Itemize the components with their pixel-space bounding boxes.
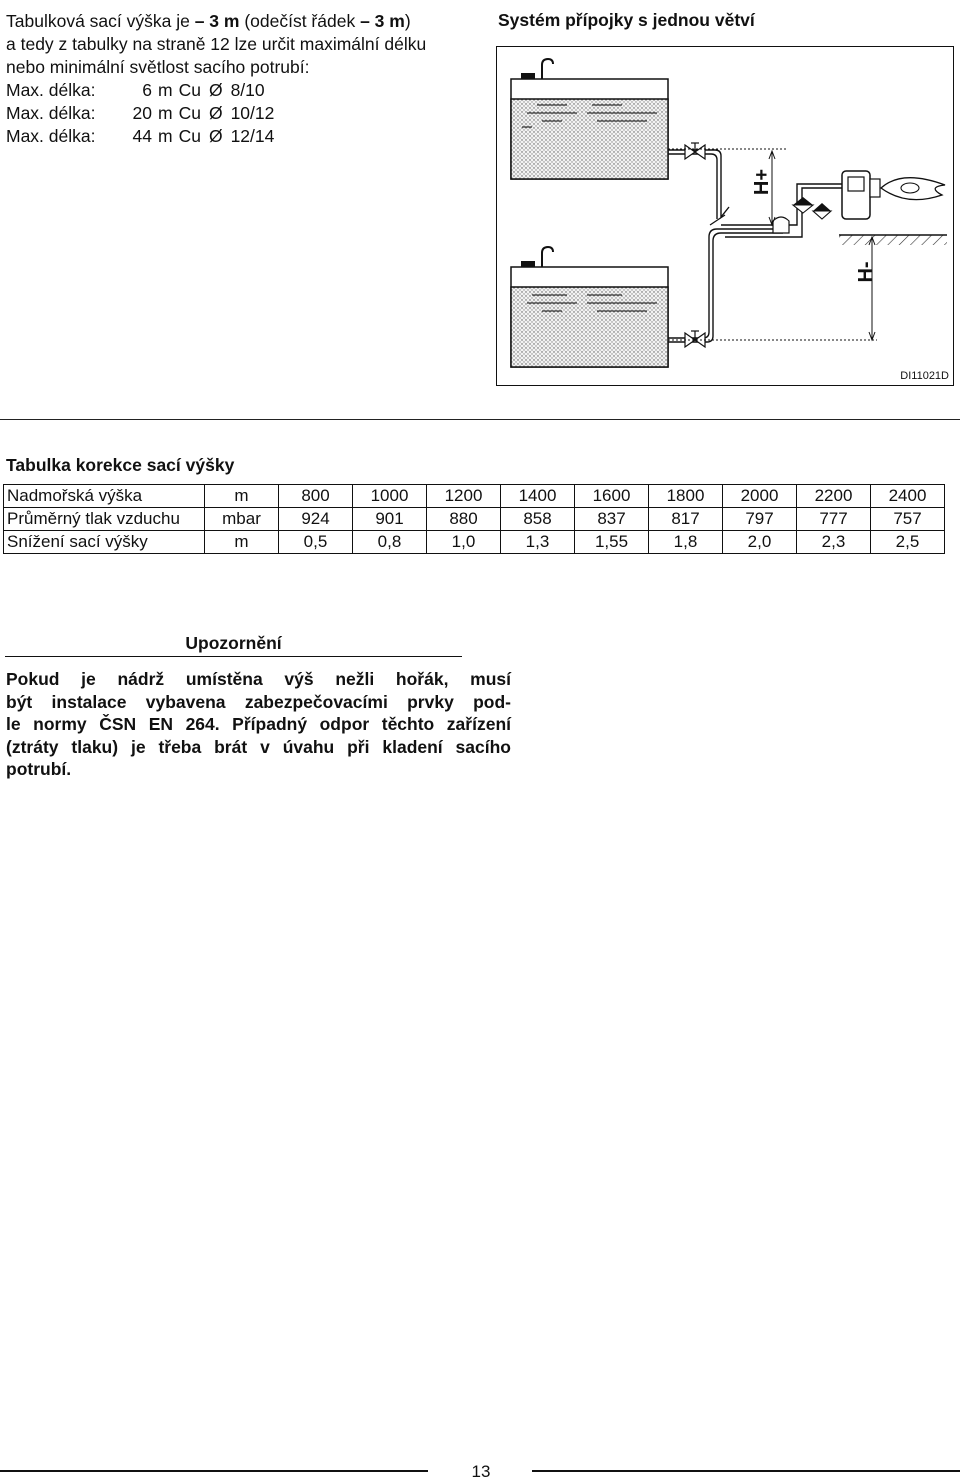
label-h-minus: H-	[855, 261, 877, 283]
intro-text-part: Tabulková sací výška je	[6, 11, 195, 31]
warning-title: Upozornění	[185, 633, 282, 653]
warning-title-rule	[5, 656, 462, 657]
max-length-unit: m	[158, 126, 173, 146]
page-number: 13	[471, 1462, 491, 1481]
max-length-label: Max. délka:	[6, 126, 96, 146]
warning-line: Pokud je nádrž umístěna výš nežli hořák, musí	[6, 669, 511, 689]
table-cell: 1,8	[649, 531, 723, 554]
max-length-unit: m	[158, 80, 173, 100]
warning-line: být instalace vybavena zabezpečovacími prvky pod-	[6, 691, 511, 712]
diagram-title: Systém přípojky s jednou větví	[498, 10, 755, 30]
upper-tank	[511, 59, 668, 179]
table-cell: 1000	[353, 485, 427, 508]
table-row	[4, 508, 945, 531]
table-cell: 1,55	[575, 531, 649, 554]
table-cell: 924	[279, 508, 353, 531]
row-label: Průměrný tlak vzduchu	[4, 508, 205, 531]
warning-line: le normy ČSN EN 264. Případný odpor těchto zařízení	[6, 714, 511, 734]
diagram-code: DI11021D	[900, 370, 949, 382]
valve-icon	[685, 331, 705, 347]
table-cell: 1,0	[427, 531, 501, 554]
table-cell: 800	[279, 485, 353, 508]
pipe-material: Cu	[178, 126, 201, 146]
lower-tank	[511, 247, 668, 367]
table-row	[4, 531, 945, 554]
table-cell: 777	[797, 508, 871, 531]
intro-text-part: (odečíst řádek	[239, 11, 361, 31]
row-unit: m	[205, 485, 279, 508]
diameter-symbol: Ø	[208, 126, 223, 146]
pipe-material: Cu	[178, 80, 201, 100]
label-h-plus: H+	[751, 168, 773, 196]
correction-table	[3, 484, 945, 554]
pipe-size: 12/14	[230, 126, 275, 146]
table-cell: 858	[501, 508, 575, 531]
warning-line: (ztráty tlaku) je třeba brát v úvahu při kladení sacího	[6, 736, 511, 757]
max-length-label: Max. délka:	[6, 103, 96, 123]
intro-line-3: nebo minimální světlost sacího potrubí:	[6, 57, 310, 77]
table-cell: 2,0	[723, 531, 797, 554]
table-cell: 1600	[575, 485, 649, 508]
max-length-value: 6	[142, 80, 152, 100]
pipe-size: 8/10	[230, 80, 265, 100]
max-length-value: 44	[132, 126, 152, 146]
intro-bold-value: – 3 m	[194, 11, 240, 31]
table-cell: 2200	[797, 485, 871, 508]
table-cell: 0,8	[353, 531, 427, 554]
max-length-value: 20	[132, 103, 152, 123]
intro-text	[6, 10, 486, 148]
row-label: Snížení sací výšky	[4, 531, 205, 554]
row-label: Nadmořská výška	[4, 485, 205, 508]
valve-icon	[685, 143, 705, 159]
warning-line: potrubí.	[6, 759, 72, 779]
intro-bold-value: – 3 m	[360, 11, 405, 31]
table-cell: 0,5	[279, 531, 353, 554]
table-cell: 1,3	[501, 531, 575, 554]
row-unit: mbar	[205, 508, 279, 531]
footer-rule-right	[532, 1470, 960, 1472]
max-length-row	[6, 102, 486, 125]
table-cell: 2400	[871, 485, 945, 508]
table-cell: 880	[427, 508, 501, 531]
table-row	[4, 485, 945, 508]
section-divider	[0, 419, 960, 420]
table-cell: 2,3	[797, 531, 871, 554]
table-title: Tabulka korekce sací výšky	[6, 455, 235, 475]
diameter-symbol: Ø	[208, 103, 223, 123]
warning-text	[6, 668, 511, 781]
row-unit: m	[205, 531, 279, 554]
max-length-row	[6, 79, 486, 102]
table-cell: 797	[723, 508, 797, 531]
max-length-label: Max. délka:	[6, 80, 96, 100]
table-cell: 817	[649, 508, 723, 531]
intro-text-part: )	[404, 11, 411, 31]
intro-line-1	[6, 10, 486, 33]
diameter-symbol: Ø	[208, 80, 223, 100]
table-cell: 1400	[501, 485, 575, 508]
table-cell: 2,5	[871, 531, 945, 554]
max-length-unit: m	[158, 103, 173, 123]
pipe-size: 10/12	[230, 103, 275, 123]
table-cell: 837	[575, 508, 649, 531]
table-cell: 1200	[427, 485, 501, 508]
table-cell: 901	[353, 508, 427, 531]
max-length-row	[6, 125, 486, 148]
diagram-drawing	[497, 47, 953, 385]
footer-rule-left	[0, 1470, 428, 1472]
table-cell: 2000	[723, 485, 797, 508]
floor-hatch	[839, 235, 947, 245]
connection-diagram	[496, 46, 954, 386]
intro-line-2: a tedy z tabulky na straně 12 lze určit maximální délku	[6, 34, 427, 54]
pipe-material: Cu	[178, 103, 201, 123]
table-cell: 1800	[649, 485, 723, 508]
table-cell: 757	[871, 508, 945, 531]
burner-icon	[773, 171, 945, 233]
